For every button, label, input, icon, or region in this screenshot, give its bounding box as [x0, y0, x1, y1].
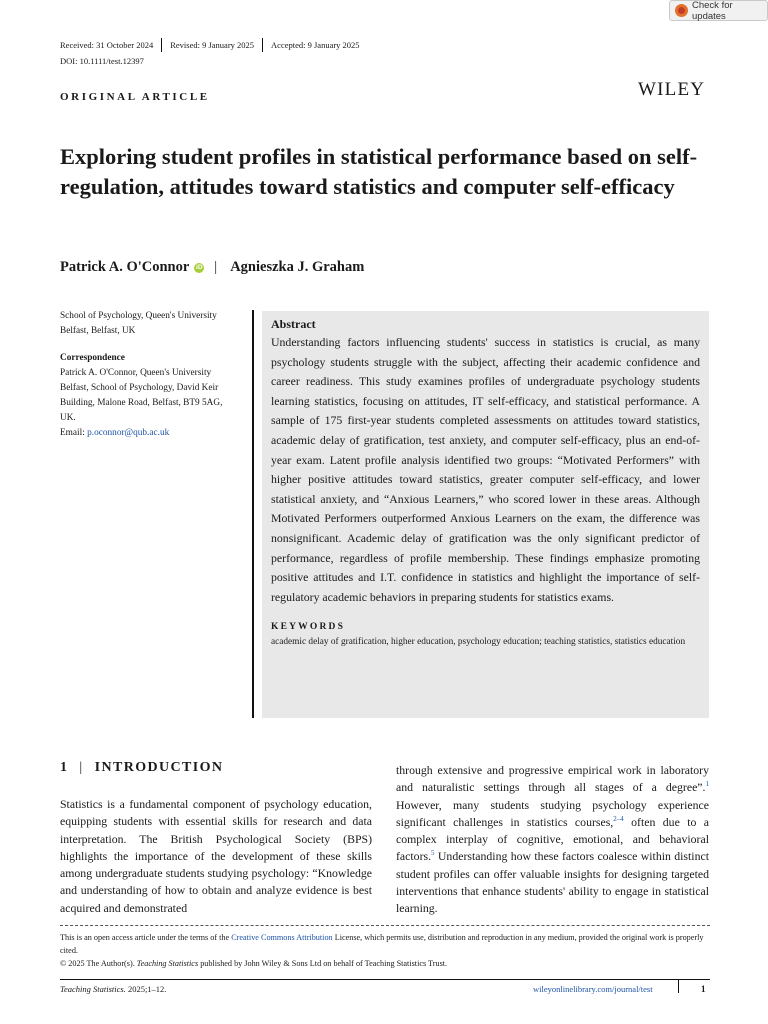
article-type: ORIGINAL ARTICLE — [60, 91, 210, 103]
correspondence-heading: Correspondence — [60, 353, 125, 363]
journal-url-link[interactable]: wileyonlinelibrary.com/journal/test — [533, 984, 653, 994]
license-line — [60, 931, 710, 957]
keywords-heading: KEYWORDS — [271, 622, 346, 633]
license-text: License, which permits use, distribution and reproduction in any medium, provided the original work is properly cited. — [60, 933, 704, 955]
running-footer — [60, 984, 166, 994]
doi: DOI: 10.1111/test.12397 — [60, 56, 144, 66]
abstract-divider — [252, 310, 254, 718]
affiliation-block — [60, 309, 240, 441]
affiliation: School of Psychology, Queen's University Belfast, Belfast, UK — [60, 311, 217, 336]
section-title: INTRODUCTION — [94, 760, 224, 775]
page-number: 1 — [701, 984, 706, 994]
intro-text: through extensive and progressive empirical work in laboratory and naturalistic settings through all stages of a degree”. — [396, 763, 709, 795]
article-dates — [60, 38, 360, 52]
check-for-updates-button[interactable] — [669, 0, 768, 21]
author-name[interactable]: Patrick A. O'Connor — [60, 259, 190, 275]
publisher-logo: WILEY — [638, 79, 706, 100]
check-for-updates-label: Check for updates — [692, 0, 733, 22]
page-number-divider — [678, 980, 679, 993]
journal-name: Teaching Statistics — [136, 959, 199, 968]
copyright-text: © 2025 The Author(s). — [60, 959, 137, 968]
abstract-text: Understanding factors influencing students' success in statistics is crucial, as many psychology students struggle with the subject, affecting their academic confidence and career readiness. This study examines profiles of undergraduate psychology students learning statistics, focusing on attitudes, IT self-efficacy, and statistical performance. A sample of 175 first-year students completed assessments on attitudes toward statistics, academic delay of gratification, test anxiety, and computer self-efficacy, plus an end-of-year exam. Latent profile analysis identified two groups: “Motivated Performers” with higher positive attitudes toward statistics, greater computer self-efficacy, and lower statistical anxiety, and “Anxious Learners,” who scored lower in these areas. Although Motivated Performers outperformed Anxious Learners on the exam, the difference was nonsignificant. Academic delay of gratification was the only significant predictor of performance, regardless of profile membership. These findings emphasize promoting positive attitudes and I.T. confidence in statistics and highlight the importance of self-regulatory academic behaviors in preparing students for statistics exams. — [271, 335, 700, 604]
correspondence-address: Patrick A. O'Connor, Queen's University Belfast, School of Psychology, David Keir Building, Malone Road, Belfast, BT9 5AG, UK. — [60, 368, 223, 423]
footnote-divider — [60, 925, 710, 926]
date-divider — [262, 38, 263, 52]
email-label: Email: — [60, 428, 88, 438]
author-separator: | — [214, 259, 218, 275]
keywords-text: academic delay of gratification, higher education, psychology education; teaching statistics, statistics education — [271, 637, 686, 648]
intro-text: often due to a complex interplay of cognitive, emotional, and behavioral factors. — [396, 814, 709, 864]
accepted-date: Accepted: 9 January 2025 — [271, 40, 360, 50]
section-number: 1 — [60, 760, 69, 775]
cc-license-link[interactable]: Creative Commons Attribution — [231, 933, 333, 942]
received-date: Received: 31 October 2024 — [60, 40, 154, 50]
intro-text: However, many students studying psychology experience significant challenges in statistics courses, — [396, 797, 709, 829]
abstract-box — [262, 311, 709, 718]
intro-paragraph-col2 — [396, 762, 709, 918]
citation-link[interactable]: 2–4 — [613, 814, 624, 823]
revised-date: Revised: 9 January 2025 — [170, 40, 255, 50]
email-link[interactable]: p.oconnor@qub.ac.uk — [87, 428, 170, 438]
intro-paragraph-col1: Statistics is a fundamental component of psychology education, equipping students with essential skills for research and data interpretation. The British Psychological Society (BPS) highlights the importance of the development of these skills among undergraduate students studying psychology: “Knowledge and understanding of how to obtain and analyze evidence is best acquired and demonstrated — [60, 797, 372, 915]
license-text: This is an open access article under the terms of the — [60, 933, 232, 942]
license-footnote — [60, 931, 710, 970]
copyright-text: published by John Wiley & Sons Ltd on behalf of Teaching Statistics Trust. — [198, 959, 448, 968]
footer-rule — [60, 979, 710, 980]
intro-text: Understanding how these factors coalesce within distinct student profiles can offer valuable insights for designing targeted interventions that enhance students' ability to engage in statistical learning. — [396, 849, 709, 916]
email-line — [60, 426, 240, 441]
copyright-line — [60, 957, 710, 970]
abstract-heading: Abstract — [271, 317, 316, 331]
citation-link[interactable]: 5 — [431, 849, 435, 858]
article-title: Exploring student profiles in statistical performance based on self-regulation, attitudes toward statistics and computer self-efficacy — [60, 144, 698, 199]
orcid-icon[interactable]: iD — [196, 264, 203, 271]
date-divider — [161, 38, 162, 52]
footer-journal: Teaching Statistics. — [60, 984, 126, 994]
citation-link[interactable]: 1 — [705, 780, 709, 789]
crossmark-icon — [675, 4, 688, 17]
author-list — [60, 259, 364, 276]
section-separator: | — [79, 760, 84, 775]
author-name[interactable]: Agnieszka J. Graham — [230, 259, 365, 275]
section-heading — [60, 760, 223, 776]
footer-citation: 2025;1–12. — [125, 984, 167, 994]
